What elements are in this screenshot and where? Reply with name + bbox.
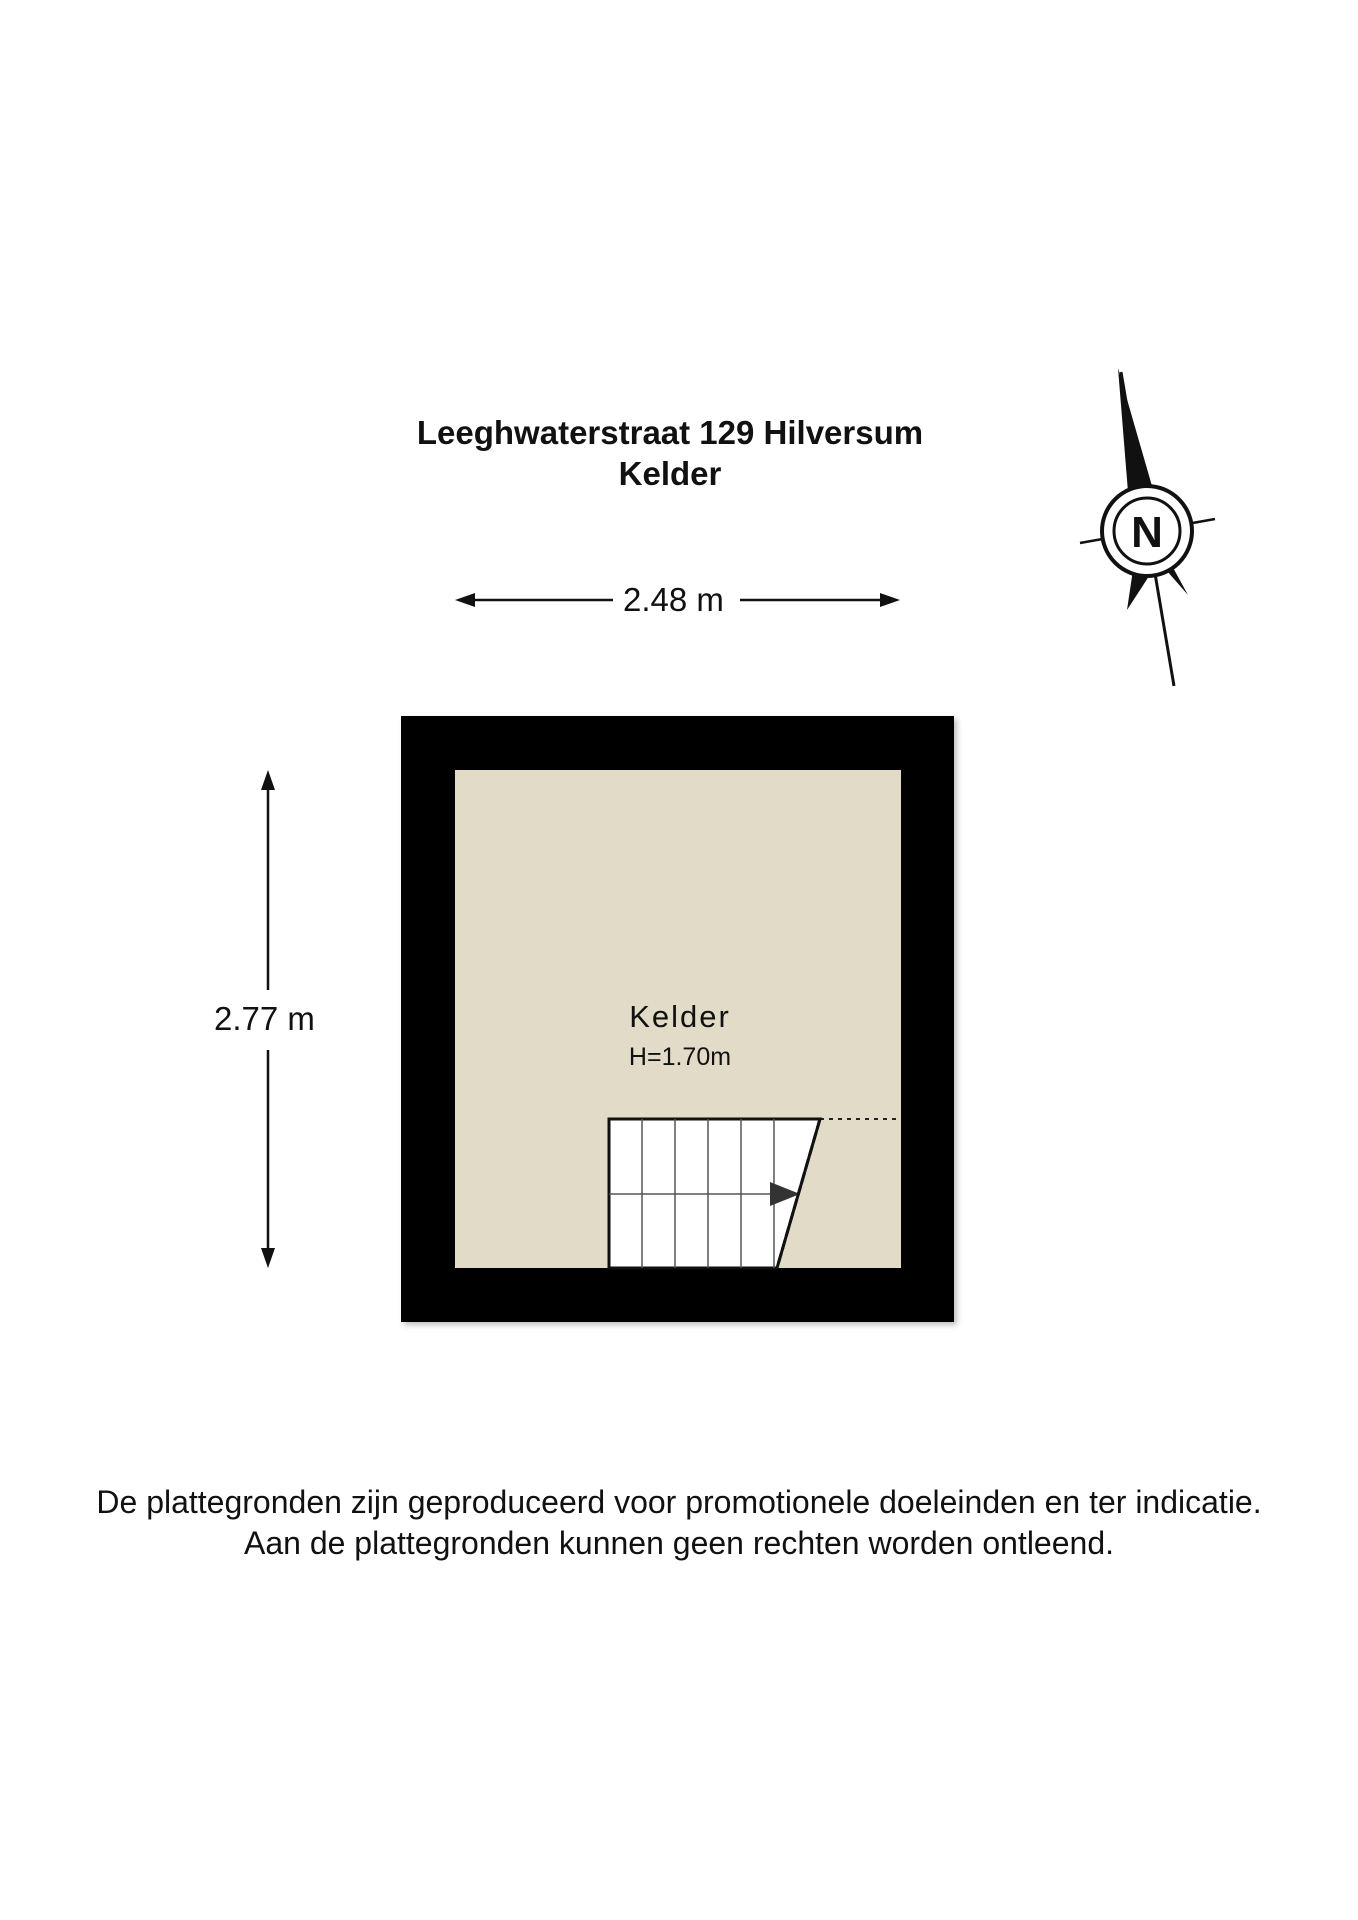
- compass-north-letter: N: [1131, 508, 1163, 557]
- disclaimer-text: [0, 1482, 1358, 1564]
- room-name-label: Kelder: [629, 999, 731, 1034]
- disclaimer-line-2: Aan de plattegronden kunnen geen rechten worden ontleend.: [243, 1525, 1114, 1561]
- floor-title: Kelder: [618, 455, 722, 492]
- plan-title: [0, 412, 1340, 494]
- depth-dimension-label: 2.77 m: [214, 1000, 315, 1037]
- room-height-label: H=1.70m: [628, 1043, 732, 1071]
- address-title: Leeghwaterstraat 129 Hilversum: [416, 414, 924, 451]
- width-dimension-label: 2.48 m: [623, 581, 724, 618]
- disclaimer-line-1: De plattegronden zijn geproduceerd voor promotionele doeleinden en ter indicatie.: [96, 1484, 1262, 1520]
